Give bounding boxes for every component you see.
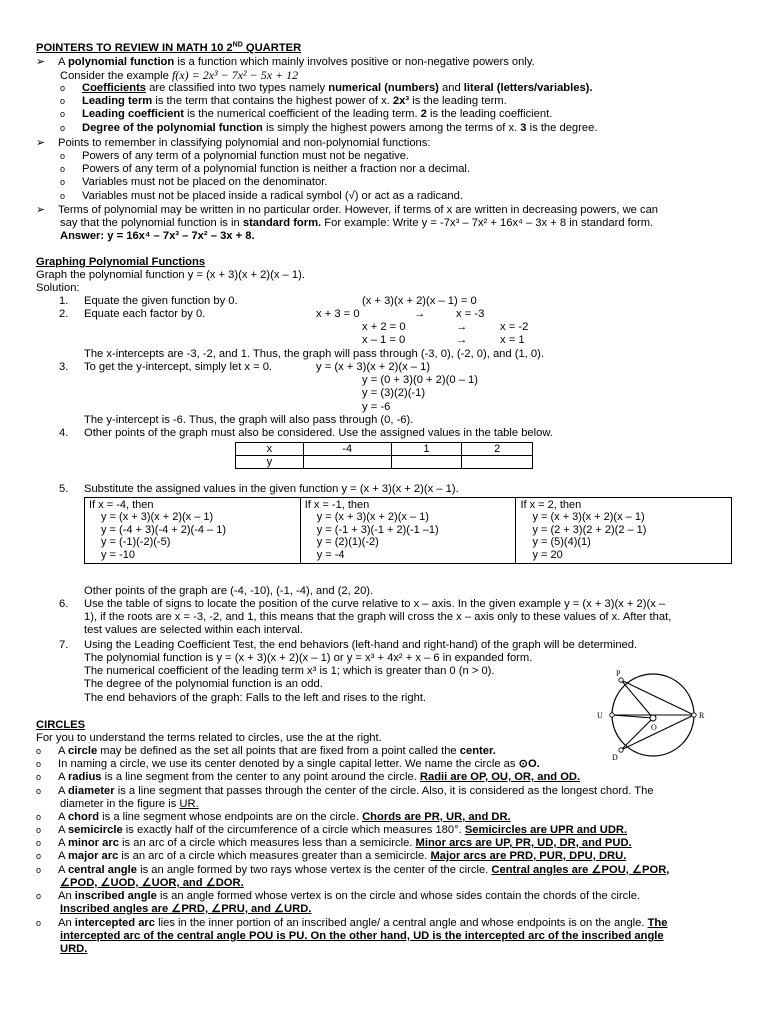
graphing-heading: Graphing Polynomial Functions <box>36 256 206 268</box>
label-u: U <box>597 711 603 720</box>
intercepted-arc-line-3: URD. <box>60 943 88 955</box>
point-p <box>619 678 623 682</box>
bullet-standard-form: ➢ Terms of polynomial may be written in no particular order. However, if terms of x are written in decreasing powers, we can <box>36 204 659 216</box>
y-intercept-text: The y-intercept is -6. Thus, the graph will also pass through (0, -6). <box>84 414 414 426</box>
bullet-remember: ➢ Points to remember in classifying polynomial and non-polynomial functions: <box>36 137 431 149</box>
table-cell: x <box>236 443 304 456</box>
graphing-intro: Graph the polynomial function y = (x + 3)(x + 2)(x – 1). <box>36 269 305 281</box>
circle-bullet-icon: o <box>36 851 42 861</box>
solution-label: Solution: <box>36 282 80 294</box>
list-item: o Leading term is the term that contains the highest power of x. 2x³ is the leading term. <box>60 95 507 108</box>
cell-line: If x = -1, then <box>304 499 370 511</box>
cell-line: y = (-1)(-2)(-5) <box>101 536 171 549</box>
step-6-line-3: test values are selected within each interval. <box>84 624 303 636</box>
step-7-line: The numerical coefficient of the leading term x³ is 1; which is greater than 0 (n > 0). <box>84 665 495 678</box>
y-step: y = (x + 3)(x + 2)(x – 1) <box>316 361 431 373</box>
step-6-line-2: 1), if the roots are x = -3, -2, and 1, this means that the graph will cross the x – axis only to these values of x. After that, <box>84 611 672 623</box>
table-cell: y <box>236 456 304 469</box>
circle-bullet-icon: o <box>60 96 66 107</box>
table-cell: -4 <box>303 443 391 456</box>
cell-line: y = (x + 3)(x + 2)(x – 1) <box>532 511 645 524</box>
cell-line: y = (2 + 3)(2 + 2)(2 – 1) <box>532 523 647 536</box>
cell-line: y = 20 <box>532 548 563 561</box>
circle-bullet-icon: o <box>36 825 42 835</box>
step-5-number: 5. <box>59 483 69 495</box>
list-item: o A major arc is an arc of a circle which measures greater than a semicircle. Major arcs are PRD, PUR, DPU, DRU. <box>36 850 627 862</box>
list-item: o A radius is a line segment from the center to any point around the circle. Radii are OP, OU, OR, and OD. <box>36 771 581 783</box>
step-7-text: Using the Leading Coefficient Test, the end behaviors (left-hand and right-hand) of the graph will be determined. <box>84 639 638 651</box>
circle-bullet-icon: o <box>60 190 66 201</box>
y-step: y = -6 <box>362 400 391 413</box>
chord-pr <box>621 680 694 715</box>
circle-bullet-icon: o <box>36 746 42 756</box>
circle-bullet-icon: o <box>60 177 66 188</box>
right-arrow-icon: → <box>456 334 468 347</box>
circle-bullet-icon: o <box>36 865 42 875</box>
cell-line: y = (-4 + 3)(-4 + 2)(-4 – 1) <box>101 523 227 536</box>
point-u <box>610 713 614 717</box>
list-item: o A chord is a line segment whose endpoints are on the circle. Chords are PR, UR, and DR. <box>36 811 511 823</box>
circle-bullet-icon: o <box>36 772 42 782</box>
standard-form-line: say that the polynomial function is in standard form. For example: Write y = -7x³ – 7x² + 16x⁴ – 3x + 8 in standard form. <box>60 217 654 229</box>
circle-bullet-icon: o <box>60 164 66 175</box>
factor-result: x = -3 <box>456 308 485 320</box>
right-arrow-icon: → <box>456 321 468 334</box>
arrow-bullet-icon: ➢ <box>36 204 46 216</box>
circle-bullet-icon: o <box>60 122 66 133</box>
list-item: o A diameter is a line segment that passes through the center of the circle. Also, it is considered as the longest chord. The <box>36 785 654 797</box>
list-item: o An inscribed angle is an angle formed whose vertex is on the circle and whose sides contain the chords of the circle. <box>36 890 641 902</box>
label-d: D <box>612 753 618 760</box>
label-r: R <box>699 711 705 720</box>
bullet-polynomial-function: ➢ A polynomial function is a function which mainly involves positive or non-negative powers only. <box>36 56 535 68</box>
table-row <box>85 498 732 564</box>
list-item: o Powers of any term of a polynomial function must not be negative. <box>60 150 410 162</box>
table-cell: 1 <box>391 443 462 456</box>
step-1-number: 1. <box>59 295 69 307</box>
circle-bullet-icon: o <box>60 83 66 93</box>
radius-op <box>621 680 653 718</box>
table-cell <box>85 498 301 564</box>
cell-line: y = (x + 3)(x + 2)(x – 1) <box>101 511 214 524</box>
standard-form-answer: Answer: y = 16x⁴ – 7x³ – 7x² – 3x + 8. <box>60 230 255 242</box>
circle-bullet-icon: o <box>60 109 66 120</box>
table-cell <box>300 498 516 564</box>
list-item: o Powers of any term of a polynomial function is neither a fraction nor a decimal. <box>60 163 471 176</box>
central-angles-line-2: ∠POD, ∠UOD, ∠UOR, and ∠DOR. <box>60 877 244 889</box>
chord-dr <box>621 715 694 750</box>
cell-line: If x = 2, then <box>520 499 582 511</box>
center-point <box>650 715 656 721</box>
step-7-line: The polynomial function is y = (x + 3)(x + 2)(x – 1) or y = x³ + 4x² + x – 6 in expanded form. <box>84 652 533 664</box>
factor-equation: x – 1 = 0 <box>362 334 406 347</box>
circles-intro: For you to understand the terms related to circles, use the at the right. <box>36 732 382 744</box>
factor-equation: x + 2 = 0 <box>362 321 406 334</box>
x-intercepts-text: The x-intercepts are -3, -2, and 1. Thus, the graph will pass through (-3, 0), (-2, 0), and (1, 0). <box>84 348 544 360</box>
step-3-text: To get the y-intercept, simply let x = 0. <box>84 361 273 373</box>
step-4-number: 4. <box>59 427 69 439</box>
arrow-bullet-icon: ➢ <box>36 137 46 149</box>
document-title: POINTERS TO REVIEW IN MATH 10 2ND QUARTER <box>36 41 302 54</box>
list-item: o A central angle is an angle formed by two rays whose vertex is the center of the circle. Central angles are ∠POU, ∠POR, <box>36 864 670 876</box>
point-d <box>619 748 623 752</box>
inscribed-angles-line-2: Inscribed angles are ∠PRD, ∠PRU, and ∠URD. <box>60 903 312 915</box>
cell-line: If x = -4, then <box>89 499 154 511</box>
step-2-text: Equate each factor by 0. <box>84 308 206 320</box>
step-7-number: 7. <box>59 639 69 651</box>
circle-bullet-icon: o <box>36 838 42 848</box>
other-points-text: Other points of the graph are (-4, -10), (-1, -4), and (2, 20). <box>84 585 374 597</box>
factor-equation: x + 3 = 0 <box>316 308 360 320</box>
step-1-equation: (x + 3)(x + 2)(x – 1) = 0 <box>362 295 477 307</box>
step-6-line-1: Use the table of signs to locate the position of the curve relative to x – axis. In the given example y = (x + 3)(x + 2)(x – <box>84 598 666 610</box>
step-4-text: Other points of the graph must also be considered. Use the assigned values in the table below. <box>84 427 553 439</box>
step-7-line: The end behaviors of the graph: Falls to the left and rises to the right. <box>84 691 427 704</box>
label-p: P <box>616 669 621 678</box>
circle-bullet-icon: o <box>60 151 66 161</box>
list-item: o An intercepted arc lies in the inner portion of an inscribed angle/ a central angle and whose endpoints is on the angle. The <box>36 917 668 929</box>
label-o: O <box>651 723 657 732</box>
cell-line: y = -10 <box>101 548 135 561</box>
table-cell <box>516 498 732 564</box>
table-cell <box>303 456 391 469</box>
step-3-number: 3. <box>59 361 69 373</box>
intercepted-arc-line-2: intercepted arc of the central angle POU is PU. On the other hand, UD is the intercepted arc of the inscribed angle <box>60 930 664 942</box>
list-item: o Leading coefficient is the numerical coefficient of the leading term. 2 is the leading coefficient. <box>60 108 553 121</box>
list-item: o A minor arc is an arc of a circle which measures less than a semicircle. Minor arcs are UP, PR, UD, DR, and PUD. <box>36 837 632 849</box>
table-cell: 2 <box>462 443 533 456</box>
circle-bullet-icon: o <box>36 891 42 901</box>
circle-bullet-icon: o <box>36 759 42 769</box>
circle-bullet-icon: o <box>36 786 42 796</box>
list-item: o Variables must not be placed on the denominator. <box>60 176 328 189</box>
cell-line: y = (5)(4)(1) <box>532 536 591 549</box>
list-item: o A circle may be defined as the set all points that are fixed from a point called the center. <box>36 745 496 757</box>
table-cell <box>462 456 533 469</box>
list-item: o Degree of the polynomial function is simply the highest powers among the terms of x. 3 is the degree. <box>60 121 598 134</box>
table-row-x <box>236 443 533 456</box>
factor-result: x = -2 <box>500 321 529 334</box>
cell-line: y = (x + 3)(x + 2)(x – 1) <box>316 511 429 524</box>
step-5-text: Substitute the assigned values in the given function y = (x + 3)(x + 2)(x – 1). <box>84 483 459 495</box>
diameter-line-2: diameter in the figure is UR. <box>60 798 199 810</box>
right-arrow-icon: → <box>414 308 426 320</box>
cell-line: y = (2)(1)(-2) <box>316 536 379 549</box>
substitution-table <box>84 497 732 564</box>
list-item: o A semicircle is exactly half of the circumference of a circle which measures 180°. Semicircles are UPR and UDR. <box>36 824 628 836</box>
table-cell <box>391 456 462 469</box>
step-1-text: Equate the given function by 0. <box>84 295 238 307</box>
radius-od <box>621 718 653 750</box>
list-item: o Variables must not be placed inside a radical symbol (√) or act as a radicand. <box>60 189 463 202</box>
y-step: y = (0 + 3)(0 + 2)(0 – 1) <box>362 374 478 387</box>
step-2-number: 2. <box>59 308 69 320</box>
circle-bullet-icon: o <box>36 918 42 928</box>
y-step: y = (3)(2)(-1) <box>362 387 426 400</box>
example-line: Consider the example f(x) = 2x³ − 7x² − 5x + 12 <box>60 68 299 82</box>
list-item: o Coefficients are classified into two types namely numerical (numbers) and literal (letters/variables). <box>60 82 593 94</box>
circle-diagram <box>590 668 740 760</box>
step-7-line: The degree of the polynomial function is an odd. <box>84 678 323 691</box>
cell-line: y = (-1 + 3)(-1 + 2)(-1 –1) <box>316 523 439 536</box>
circle-bullet-icon: o <box>36 812 42 822</box>
circles-heading: CIRCLES <box>36 719 86 731</box>
point-r <box>692 713 696 717</box>
step-6-number: 6. <box>59 598 69 610</box>
cell-line: y = -4 <box>316 548 345 561</box>
assigned-values-table <box>235 442 533 469</box>
list-item: o In naming a circle, we use its center denoted by a single capital letter. We name the circle as ⊙O. <box>36 758 540 770</box>
arrow-bullet-icon: ➢ <box>36 56 46 68</box>
table-row-y <box>236 456 533 469</box>
factor-result: x = 1 <box>500 334 525 347</box>
